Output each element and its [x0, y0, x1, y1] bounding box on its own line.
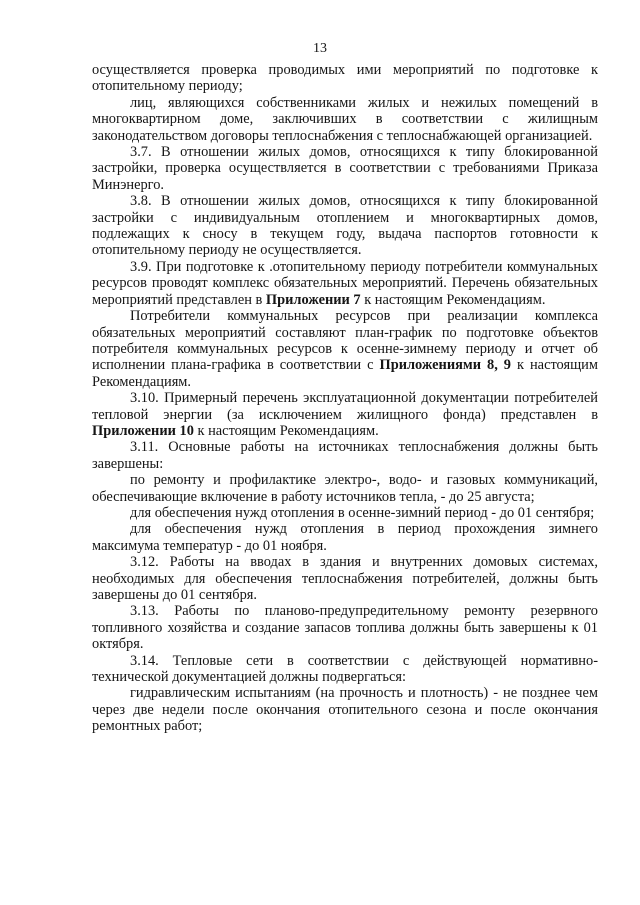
paragraph-owners: лиц, являющихся собственниками жилых и нежилых помещений в многоквартирном доме, заключивших в соответствии с жилищным законодательством договоры теплоснабжения с теплоснабжающей организацией. [92, 94, 598, 144]
page-number: 13 [313, 41, 327, 56]
paragraph-continuation: осуществляется проверка проводимых ими мероприятий по подготовке к отопительному периоду; [92, 62, 598, 95]
list-item-heating-winter-maximum: для обеспечения нужд отопления в период прохождения зимнего максимума температур - до 01 ноября. [92, 521, 598, 554]
paragraph-3-8: 3.8. В отношении жилых домов, относящихся к типу блокированной застройки с индивидуальным отоплением и многоквартирных домов, подлежащих к сносу в текущем году, выдача паспортов готовности к отопительному периоду не осуществляется. [92, 193, 598, 259]
paragraph-3-7: 3.7. В отношении жилых домов, относящихся к типу блокированной застройки, проверка осуществляется в соответствии с требованиями Приказа Минэнерго. [92, 144, 598, 193]
document-body [92, 62, 598, 735]
list-item-repair-communications: по ремонту и профилактике электро-, водо- и газовых коммуникаций, обеспечивающие включение в работу источников тепла, - до 25 августа; [92, 472, 598, 505]
paragraph-3-9-tail: к настоящим Рекомендациям. [360, 291, 546, 308]
paragraph-3-9 [92, 259, 598, 308]
paragraph-plan-schedule [92, 308, 598, 390]
paragraph-3-10-tail: к настоящим Рекомендациям. [193, 422, 379, 439]
paragraph-3-9-text: 3.9. При подготовке к .отопительному периоду потребители коммунальных ресурсов проводят комплекс обязательных мероприятий. Перечень обязательных мероприятий представлен в [92, 258, 598, 308]
paragraph-plan-schedule-text: Потребители коммунальных ресурсов при реализации комплекса обязательных мероприятий составляют план-график по подготовке объектов потребителя коммунальных ресурсов к осенне-зимнему периоду и отчет об исполнении плана-графика в соответствии с [92, 308, 598, 374]
paragraph-3-10 [92, 390, 598, 439]
paragraph-3-12: 3.12. Работы на вводах в здания и внутренних домовых системах, необходимых для обеспечения теплоснабжения потребителей, должны быть завершены до 01 сентября. [92, 554, 598, 603]
paragraph-3-10-text: 3.10. Примерный перечень эксплуатационной документации потребителей тепловой энергии (за исключением жилищного фонда) представлен в [92, 390, 598, 423]
list-item-hydraulic-tests: гидравлическим испытаниям (на прочность и плотность) - не позднее чем через две недели после окончания отопительного сезона и после окончания ремонтных работ; [92, 685, 598, 735]
appendix-10-reference: Приложении 10 [92, 422, 194, 439]
paragraph-3-11: 3.11. Основные работы на источниках теплоснабжения должны быть завершены: [92, 439, 598, 472]
paragraph-3-14: 3.14. Тепловые сети в соответствии с действующей нормативно-технической документацией должны подвергаться: [92, 652, 598, 686]
paragraph-3-13: 3.13. Работы по планово-предупредительному ремонту резервного топливного хозяйства и создание запасов топлива должны быть завершены к 01 октября. [92, 603, 598, 653]
appendix-7-reference: Приложении 7 [265, 291, 361, 308]
appendix-8-9-reference: Приложениями 8, 9 [379, 357, 511, 374]
list-item-heating-autumn-winter: для обеспечения нужд отопления в осенне-зимний период - до 01 сентября; [130, 504, 595, 521]
paragraph-plan-schedule-tail: к настоящим Рекомендациям. [92, 357, 598, 390]
